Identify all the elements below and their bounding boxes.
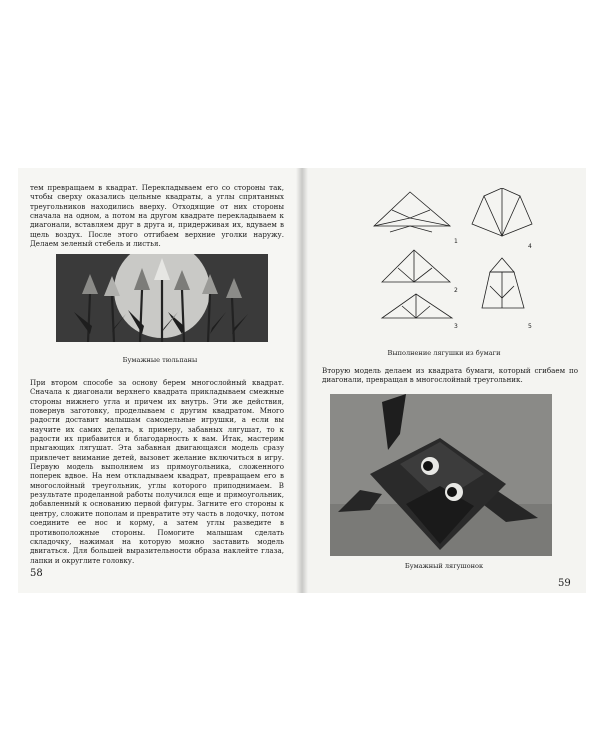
tulips-illustration (56, 254, 268, 342)
paper-frog-illustration (330, 394, 552, 556)
book-gutter (296, 168, 308, 593)
page-number-left: 58 (30, 568, 43, 579)
tulips-caption: Бумажные тюльпаны (122, 356, 198, 364)
frog-folding-steps (362, 188, 542, 340)
frog-photo (330, 394, 552, 556)
step-label-4: 4 (528, 243, 532, 250)
page-number-right: 59 (558, 578, 571, 589)
step-label-2: 2 (454, 287, 458, 294)
folding-diagram (362, 188, 542, 340)
tulips-photo (56, 254, 268, 342)
frog-caption: Бумажный лягушонок (404, 562, 484, 570)
intro-paragraph: тем превращаем в квадрат. Перекладываем его со стороны так, чтобы сверху оказались цельные квадраты, а углы спрятанных треугольников находились вверху. Отходящие от них стороны сначала на одном, а потом на другом квадрате перекладываем к диагонали, вставляем друг в друга и, придерживая их, вдуваем в щель воздух. После этого отгибаем верхние уголки наружу. Делаем зеленый стебель и листья. (30, 183, 284, 249)
left-page (18, 168, 302, 593)
diagram-caption: Выполнение лягушки из бумаги (387, 349, 501, 357)
step-label-5: 5 (528, 323, 532, 330)
step-label-3: 3 (454, 323, 458, 330)
right-page (302, 168, 586, 593)
main-paragraph: При втором способе за основу берем многослойный квадрат. Сначала к диагонали верхнего квадрата прикладываем смежные стороны нижнего угла и причем их внутрь. Эти же действия, повернув заготовку, проделываем с другим квадратом. Много радости доставит малышам самодельные игрушки, а если вы научите их самих делать, к примеру, забавных лягушат, то к радости их прибавится и благодарность к вам. Итак, мастерим прыгающих лягушат. Эта забавная двигающаяся модель сразу привлечет внимание детей, вызовет желание включиться в игру. Первую модель выполняем из прямоугольника, сложенного поперек вдвое. На нем откладываем квадрат, превращаем его в многослойный треугольник, углы которого приподнимаем. В результате проделанной работы получился еще и прямоугольник, добавленный к основанию первой фигуры. Загните его стороны к центру, сложите пополам и превратите эту часть в лодочку, потом соедините ее нос и корму, а затем углы разведите в противоположные стороны. Помогите малышам сделать складочку, нажимая на которую можно заставить модель двигаться. Для большей выразительности образа наклейте глаза, лапки и округлите головку. (30, 378, 284, 565)
right-paragraph: Вторую модель делаем из квадрата бумаги, который сгибаем по диагонали, превращая в многослойный треугольник. (322, 366, 578, 385)
step-label-1: 1 (454, 238, 458, 245)
book-spread (18, 168, 586, 593)
